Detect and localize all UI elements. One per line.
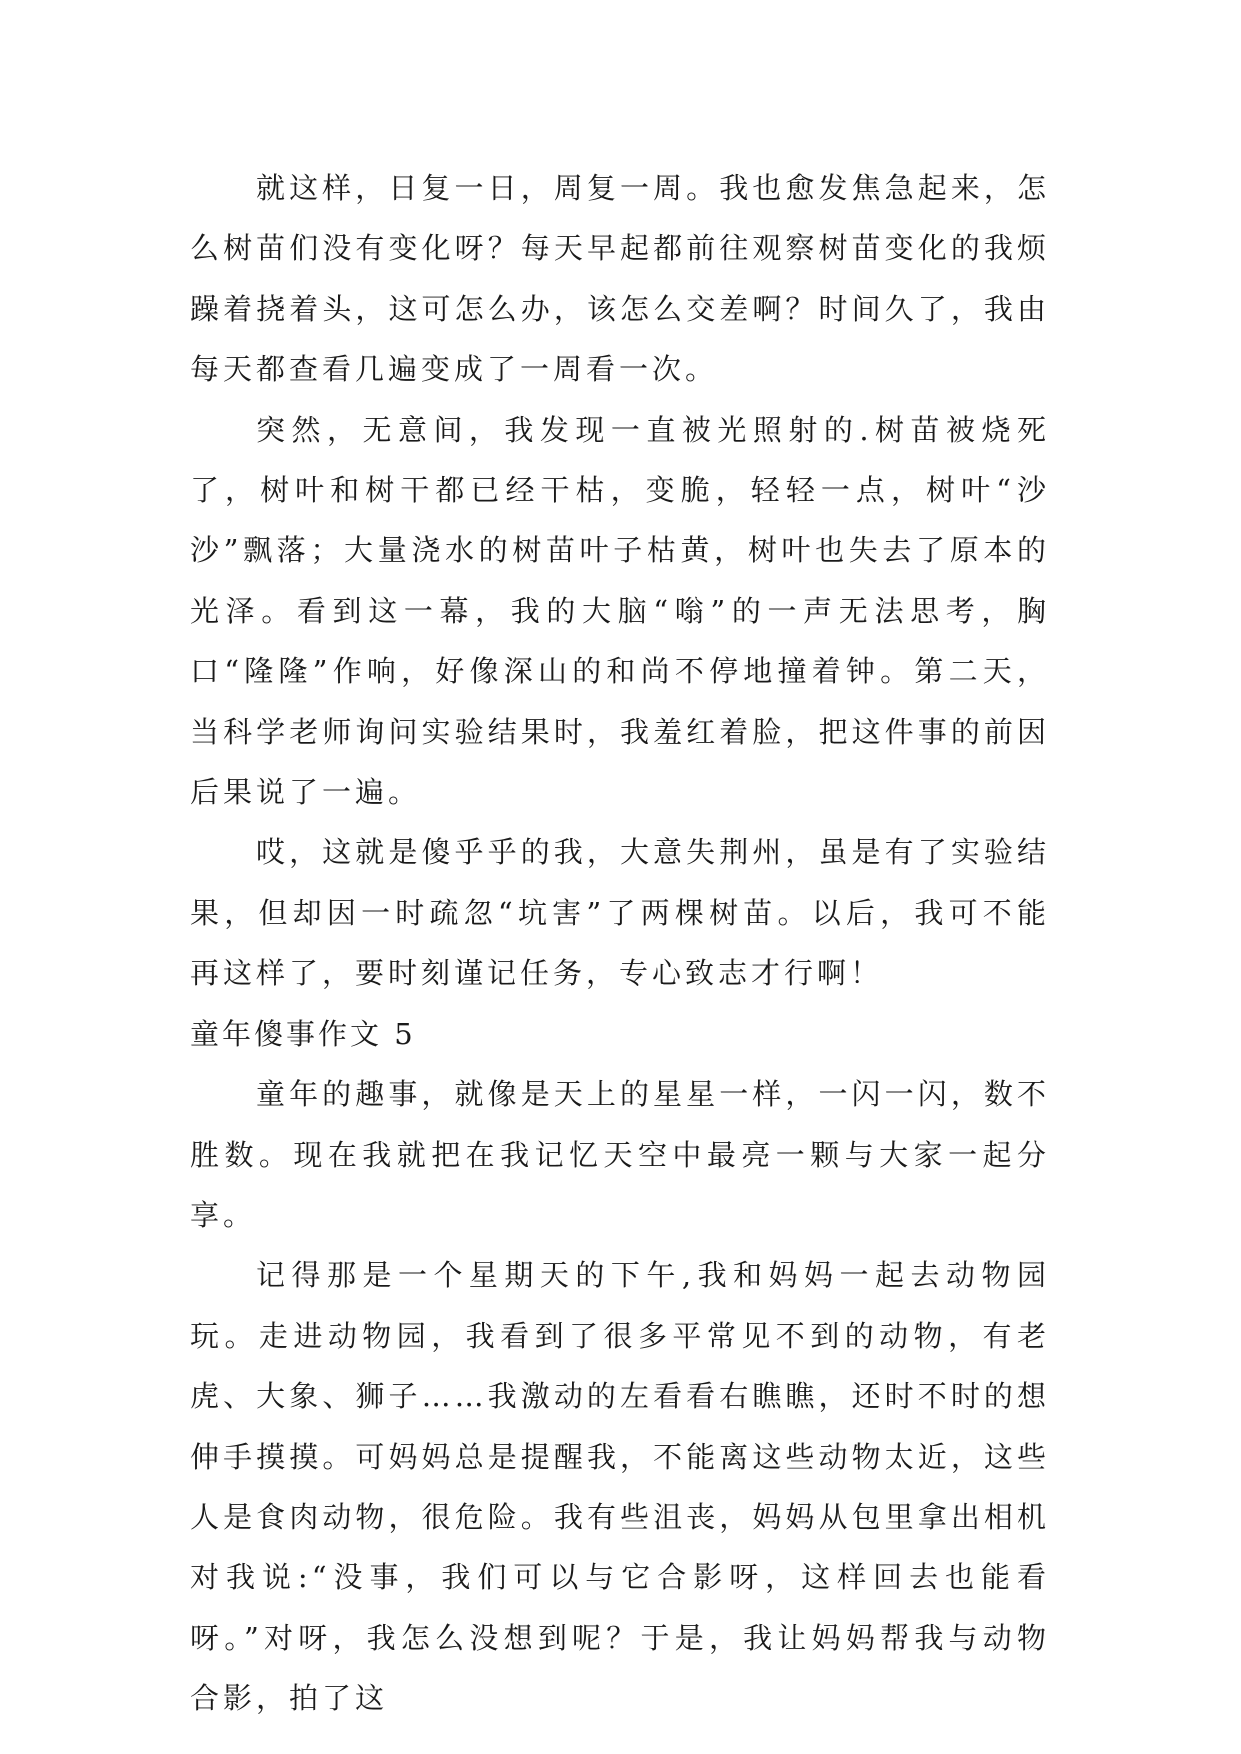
paragraph-seedlings-died: 突然，无意间，我发现一直被光照射的.树苗被烧死了，树叶和树干都已经干枯，变脆，轻轻一点，树叶“沙沙”飘落；大量浇水的树苗叶子枯黄，树叶也失去了原本的光泽。看到这一幕，我的大脑“嗡”的一声无法思考，胸口“隆隆”作响，好像深山的和尚不停地撞着钟。第二天，当科学老师询问实验结果时，我羞红着脸，把这件事的前因后果说了一遍。: [190, 412, 1050, 810]
paragraph-days-pass: 就这样，日复一日，周复一周。我也愈发焦急起来，怎么树苗们没有变化呀？每天早起都前往观察树苗变化的我烦躁着挠着头，这可怎么办，该怎么交差啊？时间久了，我由每天都查看几遍变成了一周看一次。: [190, 171, 1050, 387]
paragraph-childhood-intro: 童年的趣事，就像是天上的星星一样，一闪一闪，数不胜数。现在我就把在我记忆天空中最亮一颗与大家一起分享。: [190, 1077, 1050, 1232]
document-page: [190, 158, 1050, 1729]
essay-title: 童年傻事作文 5: [190, 1016, 416, 1051]
paragraph-reflection: 哎，这就是傻乎乎的我，大意失荆州，虽是有了实验结果，但却因一时疏忽“坑害”了两棵树苗。以后，我可不能再这样了，要时刻谨记任务，专心致志才行啊！: [190, 835, 1050, 991]
paragraph-zoo-visit: 记得那是一个星期天的下午,我和妈妈一起去动物园玩。走进动物园，我看到了很多平常见不到的动物，有老虎、大象、狮子……我激动的左看看右瞧瞧，还时不时的想伸手摸摸。可妈妈总是提醒我，不能离这些动物太近，这些人是食肉动物，很危险。我有些沮丧，妈妈从包里拿出相机对我说:“没事，我们可以与它合影呀，这样回去也能看呀。”对呀，我怎么没想到呢？于是，我让妈妈帮我与动物合影，拍了这: [190, 1258, 1050, 1716]
